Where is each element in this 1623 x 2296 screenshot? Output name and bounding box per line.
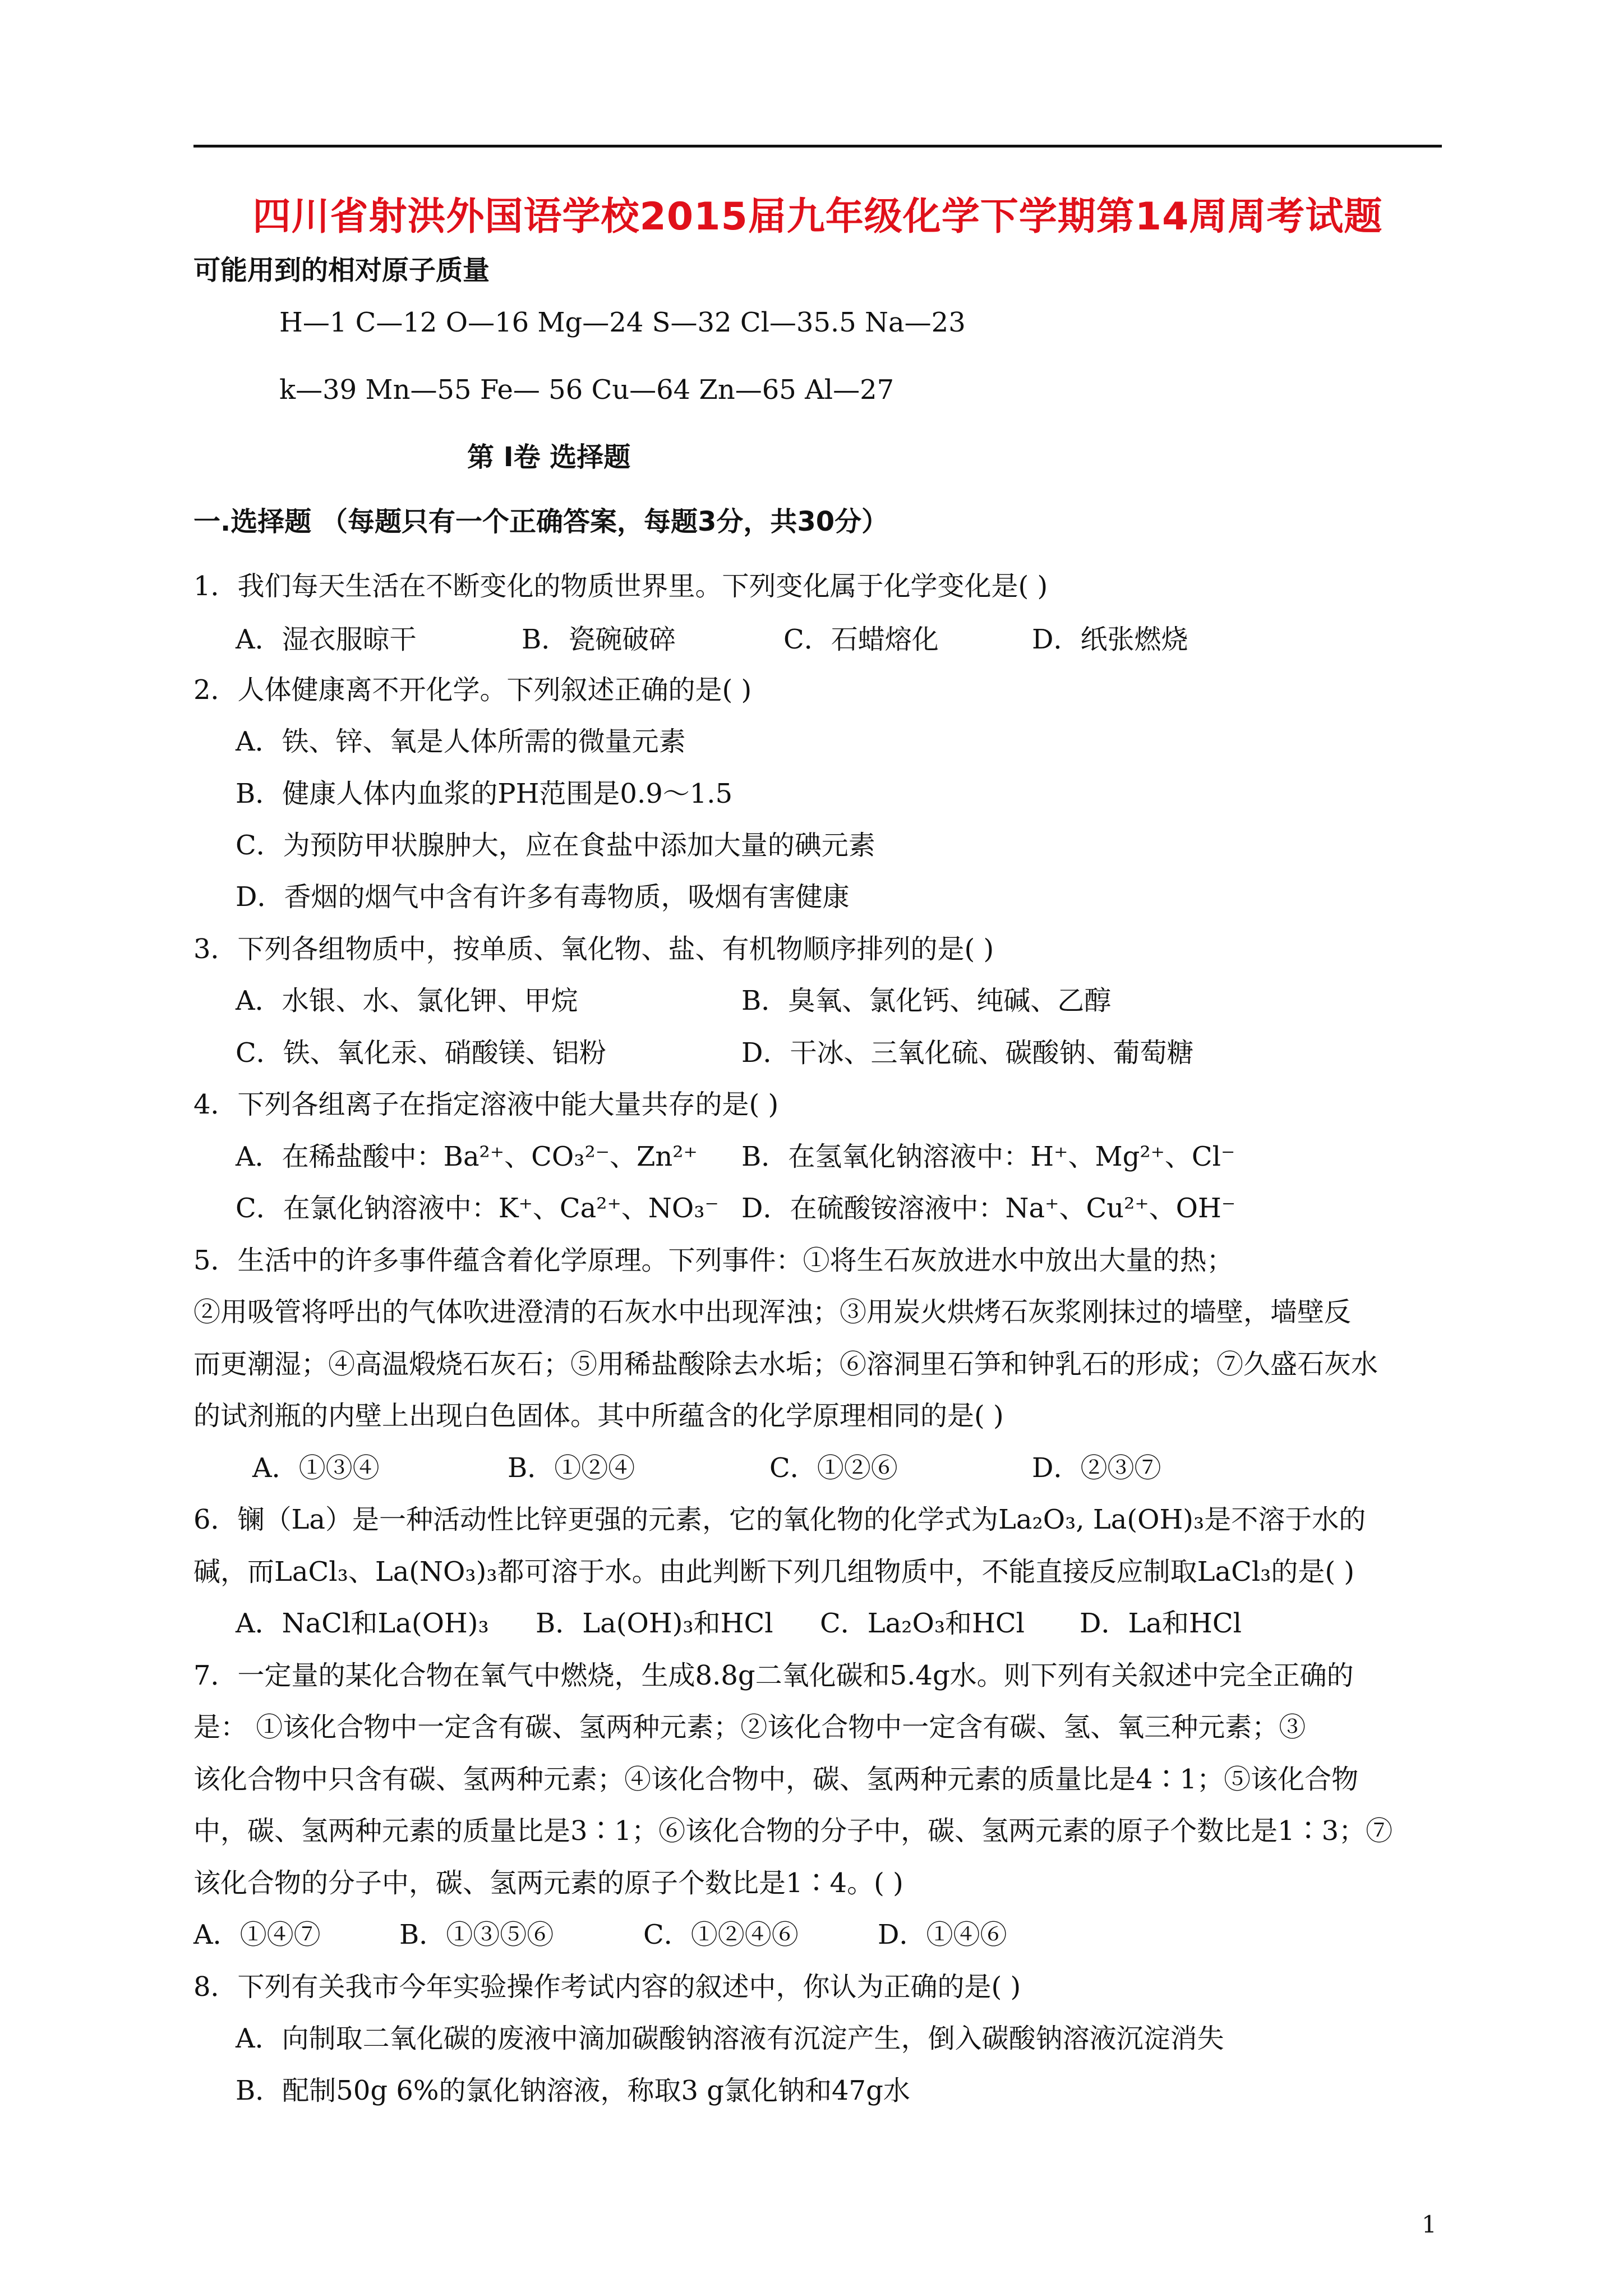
question-1-option-a: A．湿衣服晾干 [236, 624, 417, 655]
question-7-option-d: D．①④⑥ [878, 1919, 1007, 1950]
question-6-line-1: 6．镧（La）是一种活动性比锌更强的元素，它的氧化物的化学式为La₂O₃, La(OH)₃是不溶于水的 [193, 1504, 1366, 1535]
question-2-option-b: B．健康人体内血浆的PH范围是0.9～1.5 [236, 778, 733, 809]
section-title: 第 I卷 选择题 [467, 441, 631, 473]
atomic-mass-line-1: H—1 C—12 O—16 Mg—24 S—32 Cl—35.5 Na—23 [279, 307, 966, 338]
question-2-option-a: A．铁、锌、氧是人体所需的微量元素 [236, 726, 686, 757]
question-4-stem: 4．下列各组离子在指定溶液中能大量共存的是( ) [193, 1089, 779, 1120]
question-7-line-1: 7．一定量的某化合物在氧气中燃烧，生成8.8g二氧化碳和5.4g水。则下列有关叙述中完全正确的 [193, 1660, 1354, 1691]
question-5-option-a: A．①③④ [252, 1452, 380, 1484]
question-5-line-2: ②用吸管将呼出的气体吹进澄清的石灰水中出现浑浊；③用炭火烘烤石灰浆刚抹过的墙壁，墙壁反 [193, 1296, 1352, 1328]
question-3-option-d: D．干冰、三氧化硫、碳酸钠、葡萄糖 [741, 1037, 1194, 1069]
atomic-mass-line-2: k—39 Mn—55 Fe— 56 Cu—64 Zn—65 Al—27 [279, 374, 895, 406]
question-1-option-b: B．瓷碗破碎 [522, 624, 676, 655]
question-8-option-b: B．配制50g 6%的氯化钠溶液，称取3 g氯化钠和47g水 [236, 2075, 910, 2106]
atomic-mass-heading: 可能用到的相对原子质量 [193, 255, 490, 286]
question-5-option-c: C．①②⑥ [769, 1452, 898, 1484]
question-3-option-b: B．臭氧、氯化钙、纯碱、乙醇 [741, 985, 1112, 1016]
question-7-line-5: 该化合物的分子中，碳、氢两元素的原子个数比是1∶4。( ) [193, 1867, 903, 1899]
question-5-option-d: D．②③⑦ [1032, 1452, 1161, 1484]
question-3-stem: 3．下列各组物质中，按单质、氧化物、盐、有机物顺序排列的是( ) [193, 933, 994, 965]
part-heading: 一.选择题 （每题只有一个正确答案，每题3分，共30分） [193, 506, 889, 537]
question-7-line-3: 该化合物中只含有碳、氢两种元素；④该化合物中，碳、氢两种元素的质量比是4∶1；⑤该化合物 [193, 1764, 1359, 1795]
question-4-option-d: D．在硫酸铵溶液中：Na⁺、Cu²⁺、OH⁻ [741, 1193, 1236, 1224]
question-4-option-b: B．在氢氧化钠溶液中：H⁺、Mg²⁺、Cl⁻ [741, 1141, 1235, 1172]
question-5-line-3: 而更潮湿；④高温煅烧石灰石；⑤用稀盐酸除去水垢；⑥溶洞里石笋和钟乳石的形成；⑦久盛石灰水 [193, 1349, 1378, 1380]
question-1-stem: 1．我们每天生活在不断变化的物质世界里。下列变化属于化学变化是( ) [193, 570, 1048, 602]
question-7-option-b: B．①③⑤⑥ [399, 1919, 554, 1950]
question-6-option-c: C．La₂O₃和HCl [820, 1608, 1025, 1639]
page-title: 四川省射洪外国语学校2015届九年级化学下学期第14周周考试题 [252, 195, 1383, 239]
question-3-option-a: A．水银、水、氯化钾、甲烷 [236, 985, 578, 1016]
question-1-option-c: C．石蜡熔化 [783, 624, 939, 655]
question-8-stem: 8．下列有关我市今年实验操作考试内容的叙述中，你认为正确的是( ) [193, 1971, 1021, 2003]
question-5-line-1: 5．生活中的许多事件蕴含着化学原理。下列事件：①将生石灰放进水中放出大量的热； [193, 1245, 1234, 1276]
question-8-option-a: A．向制取二氧化碳的废液中滴加碳酸钠溶液有沉淀产生，倒入碳酸钠溶液沉淀消失 [236, 2023, 1224, 2054]
question-2-option-c: C．为预防甲状腺肿大，应在食盐中添加大量的碘元素 [236, 830, 875, 861]
question-4-option-c: C．在氯化钠溶液中：K⁺、Ca²⁺、NO₃⁻ [236, 1193, 719, 1224]
page-number: 1 [1422, 2211, 1437, 2238]
question-5-line-4: 的试剂瓶的内壁上出现白色固体。其中所蕴含的化学原理相同的是( ) [193, 1400, 1004, 1432]
question-7-option-c: C．①②④⑥ [643, 1919, 799, 1950]
question-7-option-a: A．①④⑦ [193, 1919, 321, 1950]
question-4-option-a: A．在稀盐酸中：Ba²⁺、CO₃²⁻、Zn²⁺ [236, 1141, 698, 1172]
question-6-line-2: 碱，而LaCl₃、La(NO₃)₃都可溶于水。由此判断下列几组物质中，不能直接反应制取LaCl₃的是( ) [193, 1556, 1355, 1588]
question-6-option-a: A．NaCl和La(OH)₃ [236, 1608, 489, 1639]
question-7-line-4: 中，碳、氢两种元素的质量比是3∶1；⑥该化合物的分子中，碳、氢两元素的原子个数比是1∶3；⑦ [193, 1815, 1393, 1847]
question-5-option-b: B．①②④ [508, 1452, 635, 1484]
question-2-option-d: D．香烟的烟气中含有许多有毒物质，吸烟有害健康 [236, 881, 850, 913]
question-1-option-d: D．纸张燃烧 [1032, 624, 1188, 655]
question-6-option-b: B．La(OH)₃和HCl [536, 1608, 773, 1639]
question-2-stem: 2．人体健康离不开化学。下列叙述正确的是( ) [193, 674, 752, 706]
question-7-line-2: 是： ①该化合物中一定含有碳、氢两种元素；②该化合物中一定含有碳、氢、氧三种元素；③ [193, 1711, 1306, 1743]
top-rule [193, 145, 1442, 148]
question-6-option-d: D．La和HCl [1080, 1608, 1242, 1639]
question-3-option-c: C．铁、氧化汞、硝酸镁、铝粉 [236, 1037, 606, 1069]
